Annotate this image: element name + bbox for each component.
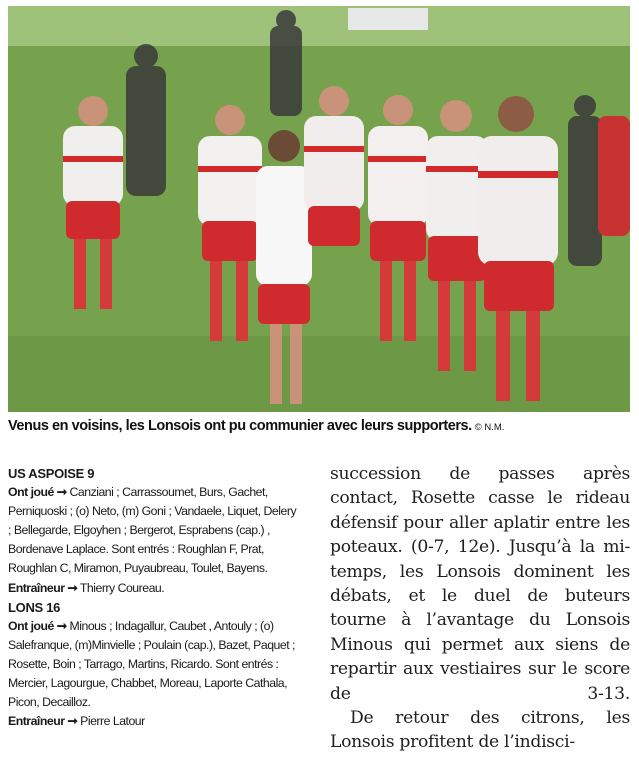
- photo-illustration: [8, 6, 630, 412]
- match-photo: [8, 6, 630, 412]
- team-us-aspoise-coach: [8, 579, 300, 598]
- caption-text: Venus en voisins, les Lonsois ont pu communier avec leurs supporters.: [8, 418, 472, 434]
- article-paragraph-2: De retour des citrons, les Lonsois profitent de l’indisci-: [330, 708, 630, 753]
- team-lons-players: [8, 617, 300, 712]
- team-us-aspoise-heading: US ASPOISE 9: [8, 466, 95, 481]
- played-label: Ont joué ➞: [8, 485, 67, 500]
- coach-label: Entraîneur ➞: [8, 714, 78, 729]
- coach-text: Pierre Latour: [77, 714, 145, 729]
- team-lons-coach: [8, 712, 300, 731]
- played-text: Canziani ; Carrassoumet, Burs, Gachet, Perniquoski ; (o) Neto, (m) Goni ; Vandaele, Liquet, Delery ; Bellegarde, Elgoyhen ; Bergerot, Esprabens (cap.) , Bordenave Laplace. Sont entrés : Roughlan F, Prat, Roughlan C, Miramon, Puyaubreau, Toulet, Bayens.: [8, 485, 297, 576]
- team-lons-heading: LONS 16: [8, 599, 61, 615]
- coach-label: Entraîneur ➞: [8, 580, 78, 595]
- team-us-aspoise-players: [8, 483, 300, 578]
- played-label: Ont joué ➞: [8, 618, 67, 633]
- article-column: [330, 462, 630, 755]
- coach-text: Thierry Coureau.: [77, 580, 165, 595]
- lineups-box: [8, 464, 300, 731]
- played-text: Minous ; Indagallur, Caubet , Antouly ; (o) Salefranque, (m)Minvielle ; Poulain (cap.), Bazet, Paquet ; Rosette, Boin ; Tarrago, Martins, Ricardo. Sont entrés : Mercier, Lagourgue, Chabbet, Moreau, Laporte Cathala, Picon, Decailloz.: [8, 618, 295, 710]
- article-paragraph-1: succession de passes après contact, Rosette casse le rideau défensif pour aller aplatir entre les poteaux. (0-7, 12e). Jusqu’à la mi-temps, les Lonsois dominent les débats, et le duel de buteurs tourne à l’avantage du Lonsois Minous qui permet aux siens de repartir aux vestiaires sur le score de 3-13.: [330, 464, 630, 704]
- photo-credit: © N.M.: [474, 422, 505, 433]
- photo-caption: [8, 418, 630, 434]
